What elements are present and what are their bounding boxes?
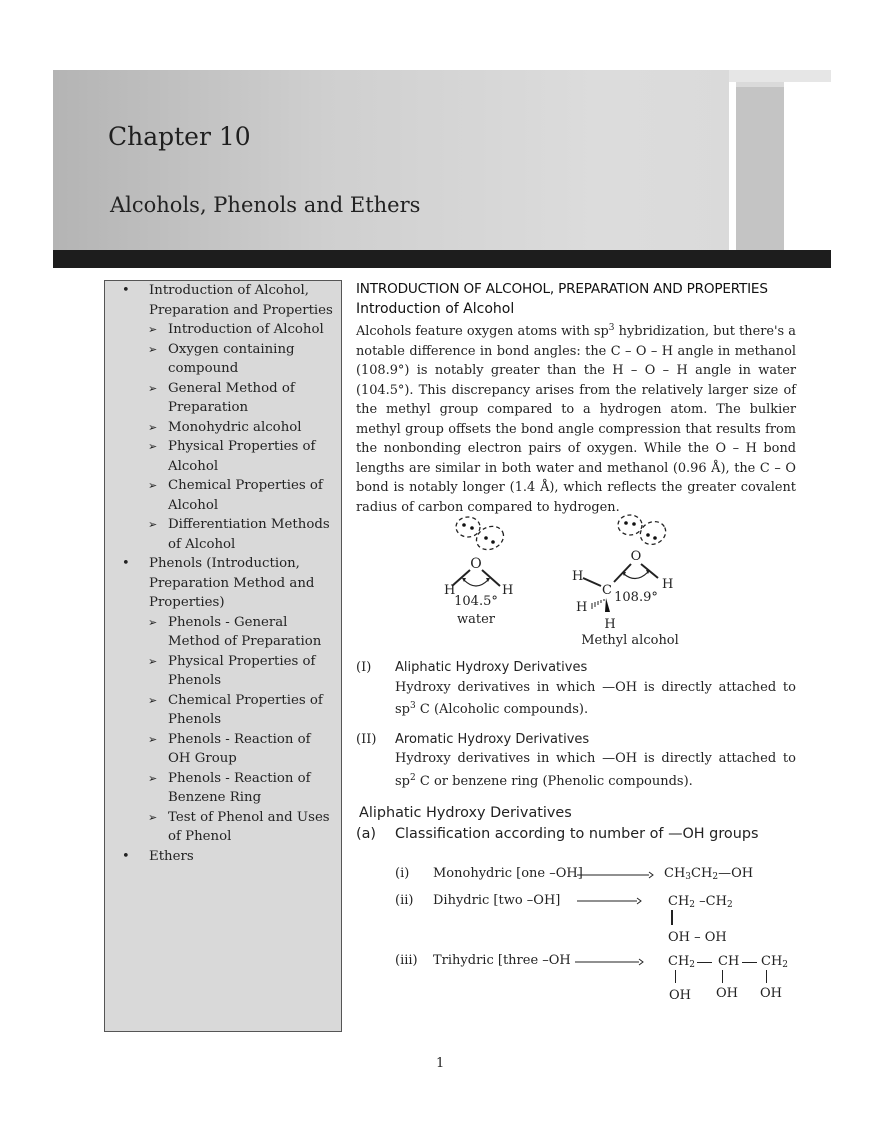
item-text-part: Hydroxy derivatives in which —OH is directly attached to sp (395, 751, 796, 789)
electron-dot (653, 536, 657, 540)
toc-item[interactable]: • Ethers (105, 847, 341, 867)
toc-item[interactable]: • Phenols (Introduction, Preparation Method and Properties) (105, 554, 341, 613)
dihydric-formula: $CH_2$ $-CH_2$ (668, 894, 733, 910)
main-content (356, 280, 796, 517)
toc-subitem[interactable]: ➢ Test of Phenol and Uses of Phenol (105, 808, 341, 847)
item-title: Aromatic Hydroxy Derivatives (395, 731, 590, 747)
chapter-banner (53, 70, 831, 250)
bond-line (671, 910, 673, 925)
section-heading: INTRODUCTION OF ALCOHOL, PREPARATION AND PROPERTIES (356, 281, 768, 297)
bond (583, 578, 601, 586)
banner-divider (53, 250, 831, 268)
item-superscript: 2 (410, 772, 416, 783)
toc-list (105, 281, 341, 866)
derivatives-list (356, 658, 796, 801)
row-text: Dihydric [two –OH] (433, 893, 561, 908)
methanol-carbon: C (602, 583, 612, 598)
water-hydrogen: H (502, 583, 514, 598)
banner-tab (729, 70, 831, 82)
para-text: Alcohols feature oxygen atoms with sp (356, 324, 609, 339)
page-number: 1 (436, 1056, 445, 1071)
methanol-hydrogen: H (662, 577, 674, 592)
toc-subitem[interactable]: ➢ Chemical Properties of Phenols (105, 691, 341, 730)
water-molecule (444, 517, 513, 627)
item-text-part: Hydroxy derivatives in which —OH is directly attached to sp (395, 679, 796, 717)
item-superscript: 3 (410, 701, 416, 711)
electron-dot (632, 522, 636, 526)
electron-dot (470, 526, 474, 530)
banner-notch (729, 82, 736, 250)
trihydric-ch2-2: $CH_2$ (761, 954, 789, 970)
toc-subitem[interactable]: ➢ Phenols - Reaction of Benzene Ring (105, 769, 341, 808)
lone-pair-orbital (456, 517, 480, 537)
bond (482, 570, 500, 586)
toc-subitem[interactable]: ➢ Physical Properties of Phenols (105, 652, 341, 691)
chapter-title: Chapter 10 (108, 122, 251, 151)
chapter-subtitle: Alcohols, Phenols and Ethers (110, 193, 421, 217)
trihydric-oh: OH (760, 986, 782, 1001)
item-number: (I) (356, 660, 372, 675)
row-text: Monohydric [one –OH] (433, 866, 583, 881)
water-angle: 104.5° (454, 594, 498, 609)
toc-subitem[interactable]: ➢ Introduction of Alcohol (105, 320, 341, 340)
toc-subitem[interactable]: ➢ Phenols - Reaction of OH Group (105, 730, 341, 769)
hashed-wedge (592, 599, 604, 609)
electron-dot (491, 540, 495, 544)
methanol-label: Methyl alcohol (581, 633, 679, 648)
arrow-head (637, 898, 641, 904)
toc-subitem[interactable]: ➢ Physical Properties of Alcohol (105, 437, 341, 476)
methanol-angle: 108.9° (614, 590, 658, 605)
arrows (575, 866, 655, 976)
banner-right-gap (784, 82, 831, 250)
subsection-heading: Introduction of Alcohol (356, 300, 515, 317)
methanol-molecule (572, 515, 679, 648)
toc-sidebar (104, 280, 342, 1032)
toc-subitem[interactable]: ➢ Monohydric alcohol (105, 418, 341, 438)
monohydric-formula: $CH_3CH_2—OH$ (664, 866, 754, 882)
aliphatic-heading: Aliphatic Hydroxy Derivatives (359, 805, 572, 821)
derivative-item (356, 730, 796, 792)
arrow-head (639, 959, 643, 965)
water-hydrogen: H (444, 583, 456, 598)
classification-title: Classification according to number of —OH groups (395, 826, 759, 842)
arrow-head (649, 872, 653, 878)
electron-dot (624, 521, 628, 525)
methanol-hydrogen: H (604, 617, 616, 632)
row-number: (ii) (395, 893, 414, 908)
row-text: Trihydric [three –OH (433, 953, 571, 968)
row-number: (iii) (395, 953, 418, 968)
toc-subitem[interactable]: ➢ Phenols - General Method of Preparation (105, 613, 341, 652)
solid-wedge (605, 598, 610, 612)
banner-inner-tab (736, 87, 784, 250)
toc-subitem[interactable]: ➢ Chemical Properties of Alcohol (105, 476, 341, 515)
bond-line (697, 962, 712, 963)
item-title: Aliphatic Hydroxy Derivatives (395, 660, 588, 675)
dihydric-oh: OH – OH (668, 930, 727, 945)
para-text: hybridization, but there's a notable difference in bond angles: the C – O – H angle in methanol (108.9°) is notably greater than the H – O – H angle in water (104.5°). This discrepancy arises from the relatively larger size of the methyl group compared to a hydrogen atom. The bulkier methyl group offsets the bond angle compression that results from the nonbonding electron pairs of oxygen. While the O – H bond lengths are similar in both water and methanol (0.96 Å), the C – O bond is notably longer (1.4 Å), which reflects the greater covalent radius of carbon compared to hydrogen. (356, 324, 796, 515)
item-text (395, 678, 796, 720)
bond-line (766, 970, 767, 983)
lone-pair-orbital (618, 515, 642, 535)
toc-subitem[interactable]: ➢ General Method of Preparation (105, 379, 341, 418)
methanol-hydrogen: H (572, 569, 584, 584)
row-number: (i) (395, 866, 410, 881)
methanol-hydrogen: H (576, 600, 588, 615)
classification-label: (a) (356, 826, 377, 842)
para-superscript: 3 (608, 323, 615, 333)
toc-subitem[interactable]: ➢ Oxygen containing compound (105, 340, 341, 379)
water-label: water (456, 612, 496, 627)
bond-line (742, 962, 757, 963)
toc-subitem[interactable]: ➢ Differentiation Methods of Alcohol (105, 515, 341, 554)
derivative-item (356, 658, 796, 720)
item-number: (II) (356, 731, 377, 747)
water-oxygen: O (470, 556, 482, 572)
intro-paragraph (356, 319, 796, 517)
trihydric-ch2-1: $CH_2$ (668, 954, 696, 970)
bond-line (675, 970, 676, 983)
trihydric-ch: CH (718, 954, 740, 969)
methanol-oxygen: O (630, 549, 642, 564)
item-text-part: C (Alcoholic compounds). (415, 702, 589, 717)
item-text-part: C or benzene ring (Phenolic compounds). (415, 773, 693, 789)
electron-dot (462, 523, 466, 527)
bond-angle-diagram (420, 508, 710, 653)
trihydric-oh: OH (669, 988, 691, 1003)
angle-arc (464, 580, 488, 586)
bond-line (722, 970, 723, 983)
trihydric-oh: OH (716, 986, 738, 1001)
lone-pair-orbital (473, 522, 508, 554)
angle-arc (624, 572, 648, 579)
item-text (395, 749, 796, 791)
electron-dot (646, 533, 650, 537)
electron-dot (484, 536, 488, 540)
toc-item[interactable]: • Introduction of Alcohol, Preparation and Properties (105, 281, 341, 320)
